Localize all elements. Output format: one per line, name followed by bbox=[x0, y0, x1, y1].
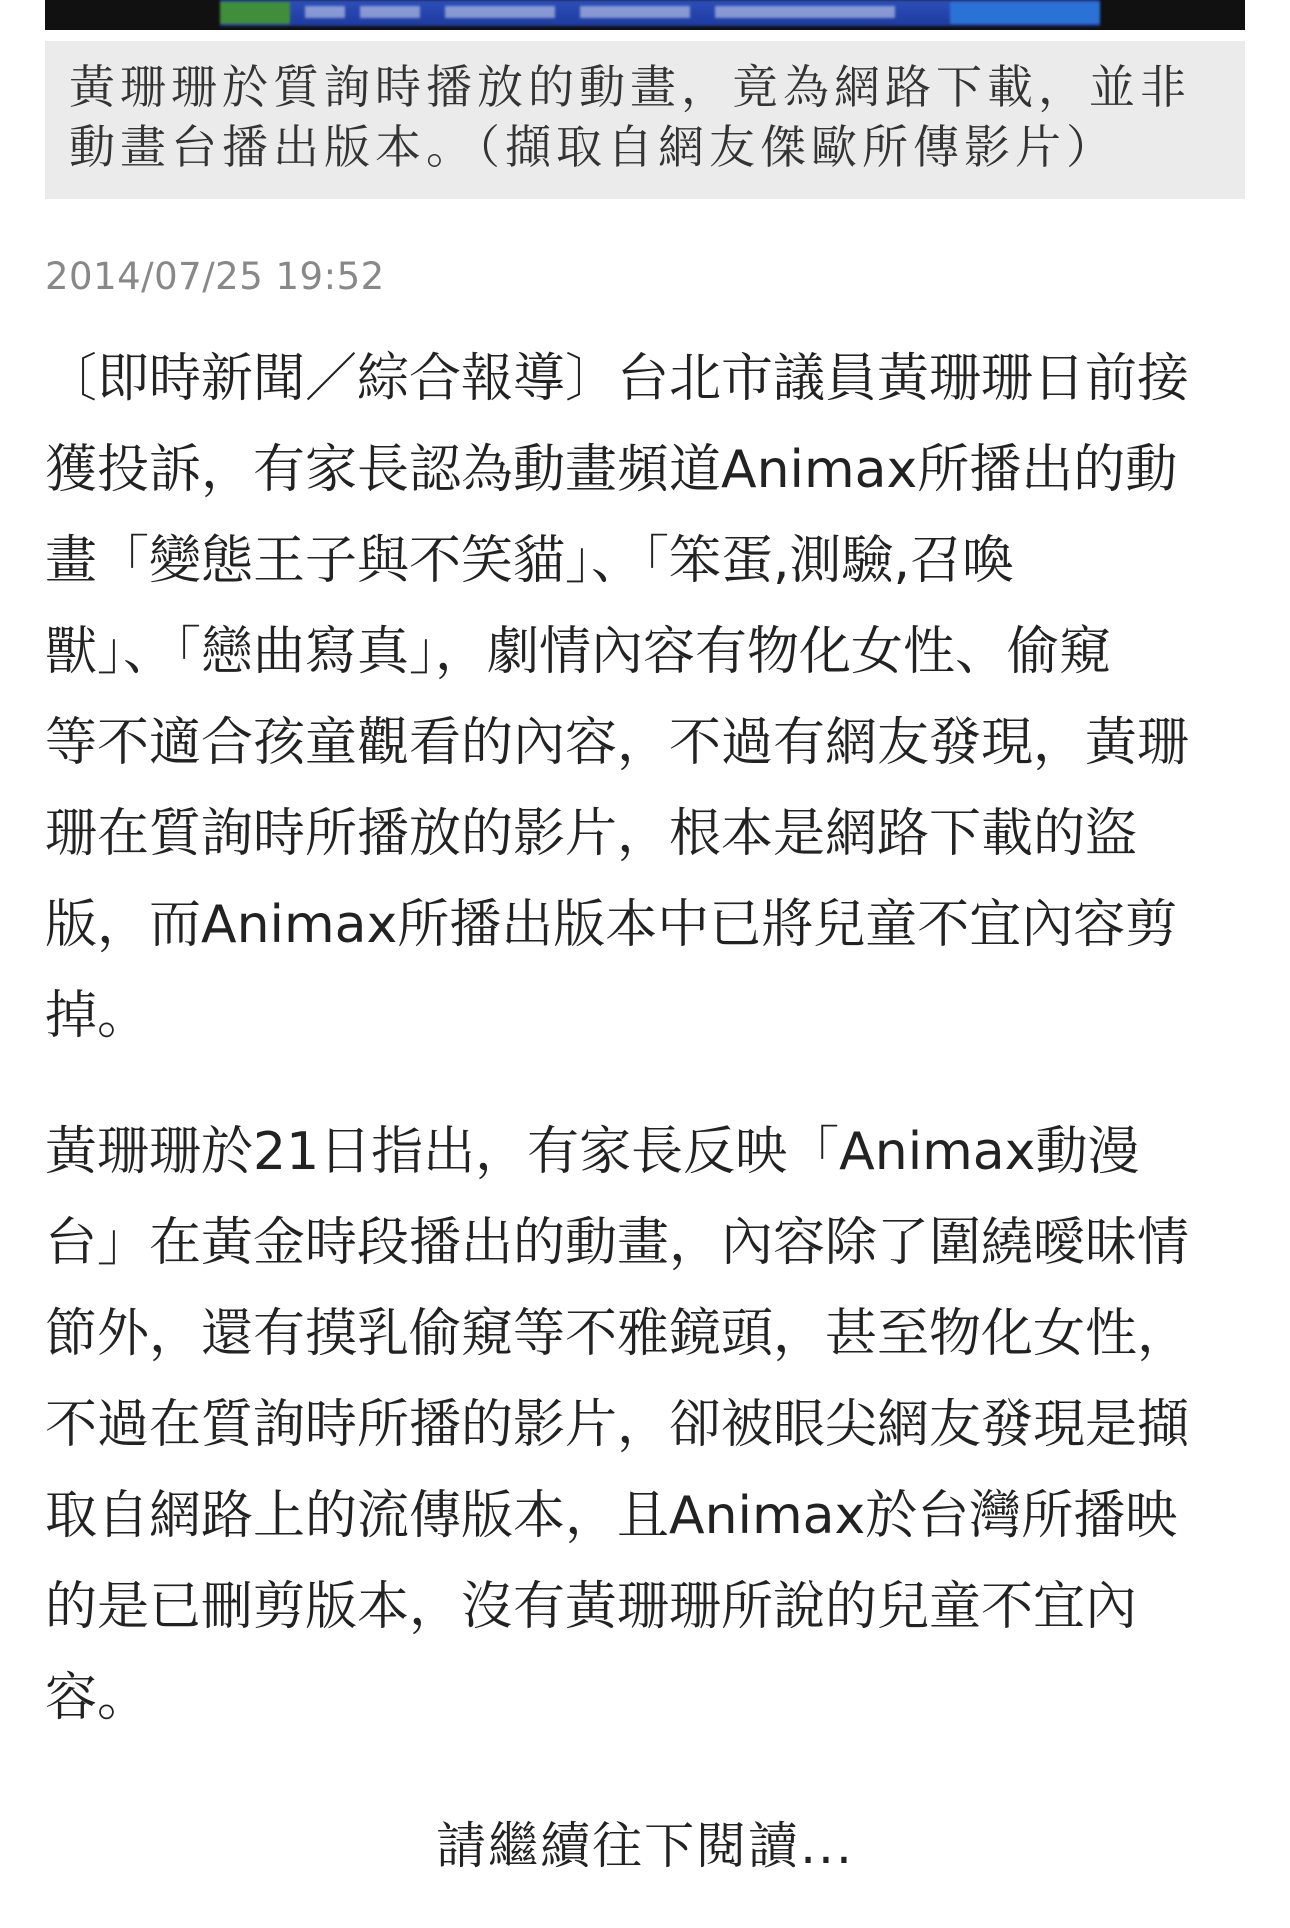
paragraph-line: 掉。 bbox=[45, 986, 150, 1046]
taskbar-icon bbox=[360, 6, 420, 18]
paragraph-line: 台」在黃金時段播出的動畫，內容除了圍繞曖昧情 bbox=[45, 1213, 1190, 1273]
paragraph-line: 不過在質詢時所播的影片，卻被眼尖網友發現是擷 bbox=[45, 1395, 1190, 1455]
caption-line: 動畫台播出版本。（擷取自網友傑歐所傳影片） bbox=[69, 120, 1117, 174]
taskbar-icon bbox=[305, 6, 345, 18]
video-frame-taskbar bbox=[220, 0, 1100, 26]
paragraph-line: 節外，還有摸乳偷窺等不雅鏡頭，甚至物化女性， bbox=[45, 1304, 1190, 1364]
paragraph-line: 容。 bbox=[45, 1668, 150, 1728]
paragraph-line: 畫「變態王子與不笑貓」、「笨蛋,測驗,召喚 bbox=[45, 531, 1015, 591]
paragraph-line: 獲投訴，有家長認為動畫頻道Animax所播出的動 bbox=[45, 440, 1178, 500]
taskbar-icon bbox=[445, 6, 555, 18]
continue-reading-link[interactable]: 請繼續往下閱讀... bbox=[436, 1817, 854, 1875]
article-page bbox=[45, 0, 1245, 1744]
article-timestamp: 2014/07/25 19:52 bbox=[45, 255, 385, 298]
paragraph-line: 取自網路上的流傳版本，且Animax於台灣所播映 bbox=[45, 1486, 1178, 1546]
system-tray-icon bbox=[950, 2, 1100, 24]
article-paragraph bbox=[45, 334, 1245, 1062]
paragraph-line: 珊在質詢時所播放的影片，根本是網路下載的盜 bbox=[45, 804, 1138, 864]
paragraph-line: 的是已刪剪版本，沒有黃珊珊所說的兒童不宜內 bbox=[45, 1577, 1138, 1637]
start-button-icon bbox=[220, 2, 290, 24]
taskbar-icon bbox=[715, 6, 895, 18]
taskbar-icon bbox=[580, 6, 690, 18]
video-screenshot-image[interactable] bbox=[45, 0, 1245, 30]
paragraph-line: 版，而Animax所播出版本中已將兒童不宜內容剪 bbox=[45, 895, 1178, 955]
paragraph-line: 等不適合孩童觀看的內容，不過有網友發現，黃珊 bbox=[45, 713, 1190, 773]
caption-line: 黃珊珊於質詢時播放的動畫，竟為網路下載，並非 bbox=[69, 60, 1191, 114]
paragraph-line: 黃珊珊於21日指出，有家長反映「Animax動漫 bbox=[45, 1122, 1140, 1182]
image-caption bbox=[45, 41, 1245, 199]
paragraph-line: 獸」、「戀曲寫真」，劇情內容有物化女性、偷窺 bbox=[45, 622, 1112, 682]
article-paragraph bbox=[45, 1107, 1245, 1744]
paragraph-line: 〔即時新聞／綜合報導〕台北市議員黃珊珊日前接 bbox=[45, 349, 1190, 409]
